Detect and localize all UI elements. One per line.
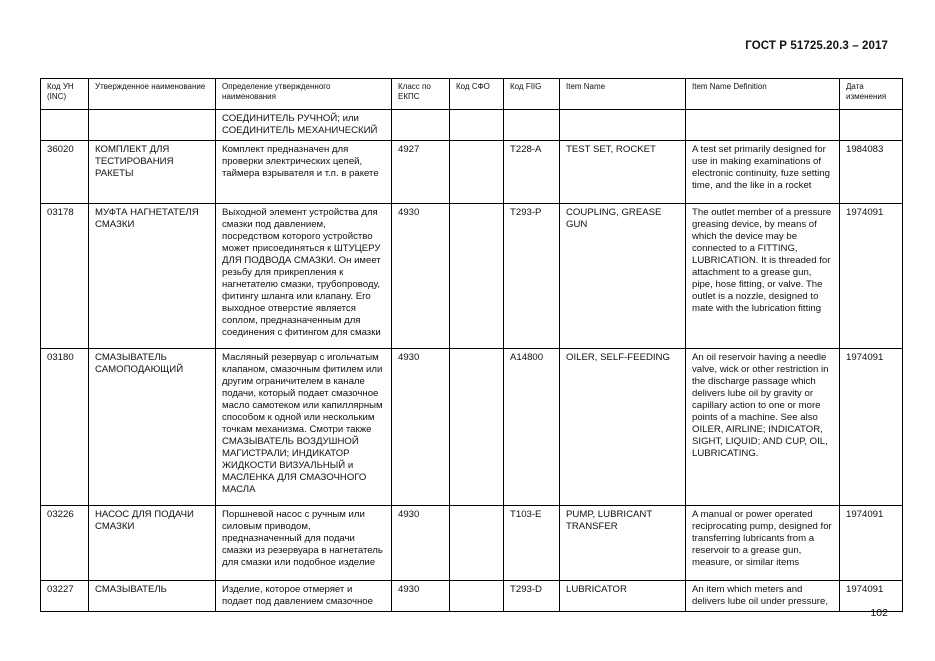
- cell-approved-name: СМАЗЫВАТЕЛЬ САМОПОДАЮЩИЙ: [89, 349, 216, 506]
- column-header-sfo: Код СФО: [450, 79, 504, 110]
- cell-class: 4930: [392, 204, 450, 349]
- cell-code: 03180: [41, 349, 89, 506]
- cell-item-name: LUBRICATOR: [560, 581, 686, 612]
- catalog-table: [40, 78, 903, 612]
- cell-fiig: T103-E: [504, 506, 560, 581]
- column-header-change-date: Дата изменения: [840, 79, 903, 110]
- cell-definition: Комплект предназначен для проверки электрических цепей, таймера взрывателя и т.п. в ракете: [216, 141, 392, 204]
- cell-class: [392, 110, 450, 141]
- cell-item-definition: A manual or power operated reciprocating pump, designed for transferring lubricants from a reservoir to a grease gun, measure, or similar items: [686, 506, 840, 581]
- cell-approved-name: [89, 110, 216, 141]
- cell-item-definition: The outlet member of a pressure greasing device, by means of which the device may be connected to a FITTING, LUBRICATION. It is threaded for attachment to a grease gun, pipe, hose fitting, or valve. The outlet is a nozzle, designed to mate with the lubrication fitting: [686, 204, 840, 349]
- cell-change-date: 1974091: [840, 581, 903, 612]
- cell-approved-name: СМАЗЫВАТЕЛЬ: [89, 581, 216, 612]
- cell-change-date: 1974091: [840, 349, 903, 506]
- document-title: ГОСТ Р 51725.20.3 – 2017: [745, 40, 888, 52]
- cell-approved-name: НАСОС ДЛЯ ПОДАЧИ СМАЗКИ: [89, 506, 216, 581]
- cell-item-name: TEST SET, ROCKET: [560, 141, 686, 204]
- cell-item-definition: [686, 110, 840, 141]
- cell-item-name: [560, 110, 686, 141]
- cell-code: 03226: [41, 506, 89, 581]
- cell-item-definition: An item which meters and delivers lube oil under pressure,: [686, 581, 840, 612]
- cell-fiig: A14800: [504, 349, 560, 506]
- cell-definition: Поршневой насос с ручным или силовым приводом, предназначенный для подачи смазки из резервуара в нагнетатель для смазки или подобное изделие: [216, 506, 392, 581]
- column-header-class: Класс по ЕКПС: [392, 79, 450, 110]
- page-number: 102: [870, 607, 888, 619]
- cell-change-date: [840, 110, 903, 141]
- cell-sfo: [450, 204, 504, 349]
- cell-approved-name: МУФТА НАГНЕТАТЕЛЯ СМАЗКИ: [89, 204, 216, 349]
- cell-class: 4927: [392, 141, 450, 204]
- cell-fiig: [504, 110, 560, 141]
- cell-definition: Изделие, которое отмеряет и подает под давлением смазочное: [216, 581, 392, 612]
- cell-change-date: 1974091: [840, 204, 903, 349]
- cell-item-name: PUMP, LUBRICANT TRANSFER: [560, 506, 686, 581]
- column-header-approved-name: Утвержденное наименование: [89, 79, 216, 110]
- cell-sfo: [450, 141, 504, 204]
- cell-fiig: T293-D: [504, 581, 560, 612]
- cell-code: 03227: [41, 581, 89, 612]
- column-header-code: Код УН (INC): [41, 79, 89, 110]
- cell-item-definition: An oil reservoir having a needle valve, wick or other restriction in the discharge passage which delivers lube oil by gravity or capillary action to one or more points of a machine. See also OILER, AIRLINE; INDICATOR, SIGHT, LIQUID; AND CUP, OIL, LUBRICATING.: [686, 349, 840, 506]
- cell-item-definition: A test set primarily designed for use in making examinations of electronic continuity, fuze setting time, and the like in a rocket: [686, 141, 840, 204]
- table-row: [41, 506, 903, 581]
- cell-class: 4930: [392, 581, 450, 612]
- cell-fiig: T293-P: [504, 204, 560, 349]
- table-row: [41, 110, 903, 141]
- column-header-item-name: Item Name: [560, 79, 686, 110]
- cell-change-date: 1984083: [840, 141, 903, 204]
- cell-fiig: T228-A: [504, 141, 560, 204]
- column-header-item-definition: Item Name Definition: [686, 79, 840, 110]
- cell-definition: Выходной элемент устройства для смазки под давлением, посредством которого устройство может присоединяться к ШТУЦЕРУ ДЛЯ ПОДВОДА СМАЗКИ. Он имеет резьбу для прикрепления к нагнетателю смазки, трубопроводу, фитингу шланга или клапану. Его выходное отверстие является соплом, предназначенным для соединения с фитингом для смазки: [216, 204, 392, 349]
- cell-class: 4930: [392, 349, 450, 506]
- table-row: [41, 349, 903, 506]
- cell-sfo: [450, 506, 504, 581]
- cell-change-date: 1974091: [840, 506, 903, 581]
- column-header-fiig: Код FIIG: [504, 79, 560, 110]
- column-header-definition: Определение утвержденного наименования: [216, 79, 392, 110]
- cell-item-name: COUPLING, GREASE GUN: [560, 204, 686, 349]
- cell-sfo: [450, 349, 504, 506]
- table-header: [41, 79, 903, 110]
- cell-definition: СОЕДИНИТЕЛЬ РУЧНОЙ; или СОЕДИНИТЕЛЬ МЕХАНИЧЕСКИЙ: [216, 110, 392, 141]
- cell-class: 4930: [392, 506, 450, 581]
- cell-code: 03178: [41, 204, 89, 349]
- cell-sfo: [450, 581, 504, 612]
- table-row: [41, 204, 903, 349]
- cell-item-name: OILER, SELF-FEEDING: [560, 349, 686, 506]
- cell-code: [41, 110, 89, 141]
- cell-code: 36020: [41, 141, 89, 204]
- cell-sfo: [450, 110, 504, 141]
- table-row: [41, 141, 903, 204]
- table-row: [41, 581, 903, 612]
- cell-definition: Масляный резервуар с игольчатым клапаном, смазочным фитилем или другим ограничителем в канале подачи, который подает смазочное масло самотеком или капиллярным способом к одной или нескольким точкам механизма. Смотри также СМАЗЫВАТЕЛЬ ВОЗДУШНОЙ МАГИСТРАЛИ; ИНДИКАТОР ЖИДКОСТИ ВИЗУАЛЬНЫЙ и МАСЛЕНКА ДЛЯ СМАЗОЧНОГО МАСЛА: [216, 349, 392, 506]
- cell-approved-name: КОМПЛЕКТ ДЛЯ ТЕСТИРОВАНИЯ РАКЕТЫ: [89, 141, 216, 204]
